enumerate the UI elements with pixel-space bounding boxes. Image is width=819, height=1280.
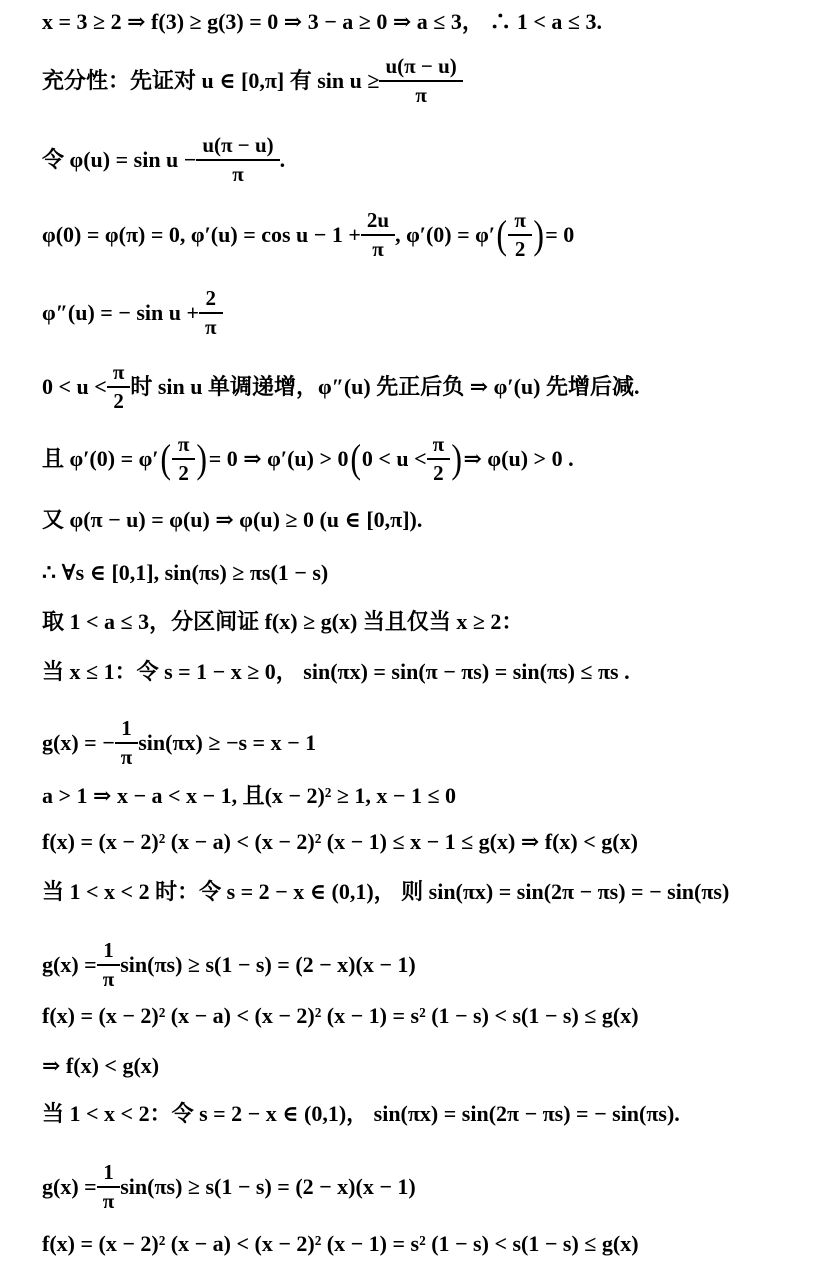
math-line-12: [42, 718, 316, 768]
denominator: π: [196, 159, 279, 185]
numerator: u(π − u): [202, 133, 274, 157]
line-5-pre: φ″(u) = − sin u +: [42, 300, 200, 325]
line-20-pre: g(x) =: [42, 1174, 97, 1199]
line-12-post: sin(πx) ≥ −s = x − 1: [138, 730, 317, 755]
fraction: [199, 135, 276, 185]
math-line-18: [42, 1052, 159, 1080]
left-paren: (: [496, 212, 508, 257]
math-line-16: [42, 940, 416, 990]
left-paren: (: [349, 436, 361, 481]
denominator: π: [199, 312, 223, 338]
fraction: [382, 56, 459, 106]
line-18-text: ⇒ f(x) < g(x): [42, 1053, 160, 1078]
line-20-post: sin(πs) ≥ s(1 − s) = (2 − x)(x − 1): [120, 1174, 416, 1199]
denominator: π: [97, 964, 121, 990]
math-line-5: [42, 288, 223, 338]
numerator: π: [177, 432, 190, 456]
line-12-pre: g(x) = −: [42, 730, 115, 755]
left-paren: (: [159, 436, 171, 481]
math-line-2: [42, 56, 463, 106]
right-paren: ): [451, 436, 463, 481]
denominator: 2: [427, 458, 451, 484]
line-17-text: f(x) = (x − 2)² (x − a) < (x − 2)² (x − 1) = s² (1 − s) < s(1 − s) ≤ g(x): [42, 1003, 639, 1028]
denominator: π: [97, 1186, 121, 1212]
right-paren: ): [533, 212, 544, 257]
line-7-mid2: 0 < u <: [361, 446, 427, 471]
line-2-pre: 充分性：先证对 u ∈ [0,π] 有 sin u ≥: [42, 68, 380, 93]
line-21-text: f(x) = (x − 2)² (x − a) < (x − 2)² (x − 1) = s² (1 − s) < s(1 − s) ≤ g(x): [42, 1231, 639, 1256]
math-line-8: [42, 506, 422, 534]
numerator: 2: [205, 286, 217, 310]
numerator: 1: [103, 1160, 114, 1184]
line-4-mid: , φ′(0) = φ′: [395, 222, 496, 247]
fraction: [110, 362, 128, 412]
fraction: [430, 434, 448, 484]
math-line-6: [42, 362, 639, 412]
math-line-13: [42, 782, 456, 810]
line-14-text: f(x) = (x − 2)² (x − a) < (x − 2)² (x − 1) ≤ x − 1 ≤ g(x) ⇒ f(x) < g(x): [42, 829, 638, 854]
numerator: u(π − u): [385, 54, 457, 78]
line-19-text: 当 1 < x < 2：令 s = 2 − x ∈ (0,1)， sin(πx) = sin(2π − πs) = − sin(πs).: [42, 1101, 680, 1126]
line-13-text: a > 1 ⇒ x − a < x − 1, 且(x − 2)² ≥ 1, x − 1 ≤ 0: [42, 783, 457, 808]
math-line-3: [42, 135, 285, 185]
math-line-1: [42, 8, 602, 36]
math-line-7: [42, 434, 574, 484]
denominator: π: [115, 742, 139, 768]
math-line-10: [42, 608, 523, 636]
math-line-11: [42, 658, 630, 686]
line-7-mid: = 0 ⇒ φ′(u) > 0: [208, 446, 349, 471]
math-line-21: [42, 1230, 639, 1258]
math-line-4: [42, 210, 574, 260]
fraction: [100, 1162, 118, 1212]
line-3-post: .: [279, 147, 286, 172]
math-line-20: [42, 1162, 416, 1212]
line-7-pre: 且 φ′(0) = φ′: [42, 446, 159, 471]
math-line-14: [42, 828, 638, 856]
line-4-pre: φ(0) = φ(π) = 0, φ′(u) = cos u − 1 +: [42, 222, 361, 247]
line-8-text: 又 φ(π − u) = φ(u) ⇒ φ(u) ≥ 0 (u ∈ [0,π]).: [42, 507, 423, 532]
denominator: π: [361, 234, 395, 260]
fraction: [118, 718, 136, 768]
numerator: π: [514, 208, 526, 232]
fraction: [202, 288, 220, 338]
denominator: π: [379, 80, 462, 106]
right-paren: ): [196, 436, 208, 481]
math-line-15: [42, 878, 729, 906]
line-7-post: ⇒ φ(u) > 0 .: [463, 446, 574, 471]
line-16-post: sin(πs) ≥ s(1 − s) = (2 − x)(x − 1): [120, 952, 416, 977]
denominator: 2: [172, 458, 196, 484]
fraction: [175, 434, 193, 484]
numerator: 2u: [366, 208, 390, 232]
line-11-text: 当 x ≤ 1：令 s = 1 − x ≥ 0， sin(πx) = sin(π − πs) = sin(πs) ≤ πs .: [42, 659, 630, 684]
math-line-19: [42, 1100, 680, 1128]
line-16-pre: g(x) =: [42, 952, 97, 977]
line-4-post: = 0: [545, 222, 575, 247]
fraction: [100, 940, 118, 990]
line-6-pre: 0 < u <: [42, 374, 107, 399]
numerator: 1: [103, 938, 114, 962]
math-line-17: [42, 1002, 639, 1030]
line-9-text: ∴ ∀s ∈ [0,1], sin(πs) ≥ πs(1 − s): [42, 560, 329, 585]
denominator: 2: [508, 234, 532, 260]
numerator: 1: [121, 716, 132, 740]
fraction: [364, 210, 392, 260]
numerator: π: [112, 360, 125, 384]
numerator: π: [432, 432, 445, 456]
denominator: 2: [107, 386, 131, 412]
math-line-9: [42, 559, 328, 587]
line-1-text: x = 3 ≥ 2 ⇒ f(3) ≥ g(3) = 0 ⇒ 3 − a ≥ 0 ⇒ a ≤ 3， ∴ 1 < a ≤ 3.: [42, 9, 602, 34]
line-6-post: 时 sin u 单调递增，φ″(u) 先正后负 ⇒ φ′(u) 先增后减.: [130, 374, 640, 399]
line-15-text: 当 1 < x < 2 时：令 s = 2 − x ∈ (0,1)， 则 sin(πx) = sin(2π − πs) = − sin(πs): [42, 879, 730, 904]
line-10-text: 取 1 < a ≤ 3，分区间证 f(x) ≥ g(x) 当且仅当 x ≥ 2：: [42, 609, 524, 634]
fraction: [511, 210, 529, 260]
line-3-pre: 令 φ(u) = sin u −: [42, 147, 197, 172]
